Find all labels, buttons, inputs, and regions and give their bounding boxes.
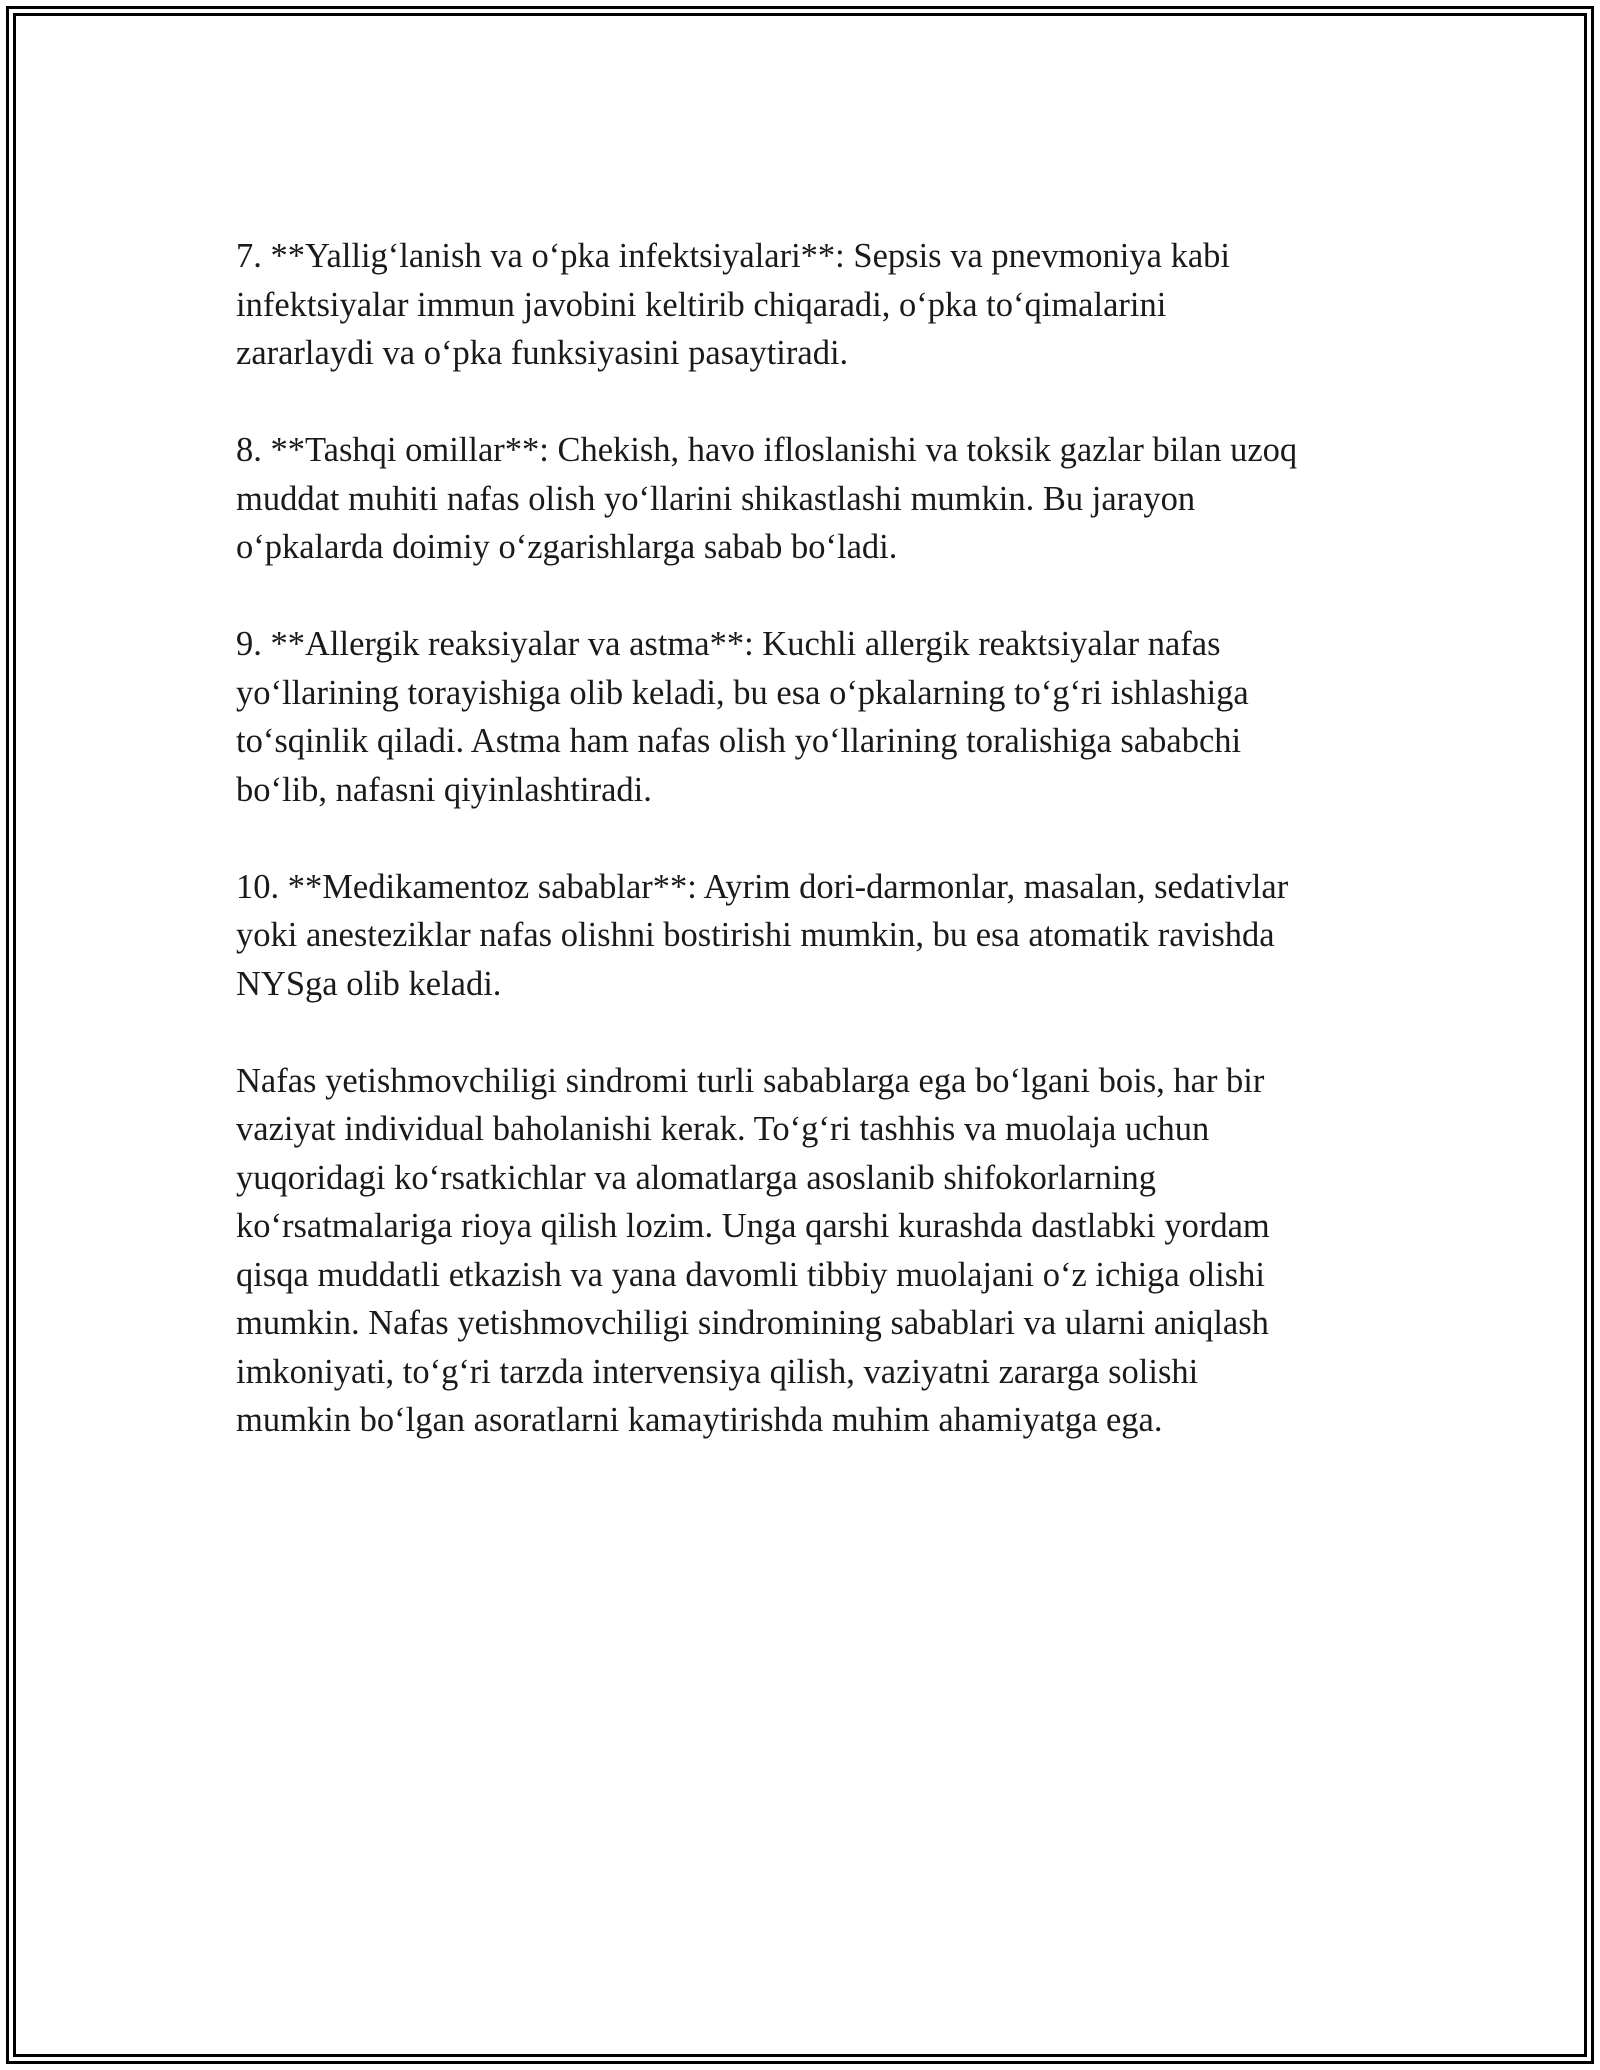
text-line: mumkin. Nafas yetishmovchiligi sindromining sabablari va ularni aniqlash [236, 1304, 1269, 1342]
text-line: o‘pkalarda doimiy o‘zgarishlarga sabab bo‘ladi. [236, 528, 898, 566]
text-line: bo‘lib, nafasni qiyinlashtiradi. [236, 770, 652, 809]
text-line: qisqa muddatli etkazish va yana davomli tibbiy muolajani o‘z ichiga olishi [236, 1255, 1266, 1294]
text-line: 7. **Yallig‘lanish va o‘pka infektsiyalari**: Sepsis va pnevmoniya kabi [236, 237, 1230, 275]
text-line: infektsiyalar immun javobini keltirib chiqaradi, o‘pka to‘qimalarini [236, 285, 1167, 324]
text-line: to‘sqinlik qiladi. Astma ham nafas olish yo‘llarining toralishiga sababchi [236, 722, 1242, 760]
text-line: zararlaydi va o‘pka funksiyasini pasaytiradi. [236, 334, 849, 372]
text-line: 10. **Medikamentoz sabablar**: Ayrim dori-darmonlar, masalan, sedativlar [236, 867, 1289, 906]
text-line: mumkin bo‘lgan asoratlarni kamaytirishda muhim ahamiyatga ega. [236, 1401, 1163, 1439]
text-line: ko‘rsatmalariga rioya qilish lozim. Unga qarshi kurashda dastlabki yordam [236, 1207, 1270, 1245]
paragraph-item-10 [236, 863, 1376, 1009]
text-line: NYSga olib keladi. [236, 964, 502, 1003]
text-line: 9. **Allergik reaksiyalar va astma**: Kuchli allergik reaktsiyalar nafas [236, 625, 1221, 663]
text-line: vaziyat individual baholanishi kerak. To‘g‘ri tashhis va muolaja uchun [236, 1110, 1210, 1148]
text-line: yoki anesteziklar nafas olishni bostirishi mumkin, bu esa atomatik ravishda [236, 916, 1275, 954]
document-body [236, 232, 1376, 1493]
text-line: yo‘llarining torayishiga olib keladi, bu esa o‘pkalarning to‘g‘ri ishlashiga [236, 673, 1249, 712]
text-line: yuqoridagi ko‘rsatkichlar va alomatlarga asoslanib shifokorlarning [236, 1158, 1157, 1197]
paragraph-item-9 [236, 620, 1376, 814]
paragraph-conclusion [236, 1057, 1376, 1445]
text-line: 8. **Tashqi omillar**: Chekish, havo ifloslanishi va toksik gazlar bilan uzoq [236, 431, 1298, 469]
text-line: imkoniyati, to‘g‘ri tarzda intervensiya qilish, vaziyatni zararga solishi [236, 1352, 1199, 1391]
paragraph-item-7 [236, 232, 1376, 378]
paragraph-item-8 [236, 426, 1376, 572]
text-line: Nafas yetishmovchiligi sindromi turli sabablarga ega bo‘lgani bois, har bir [236, 1061, 1265, 1100]
text-line: muddat muhiti nafas olish yo‘llarini shikastlashi mumkin. Bu jarayon [236, 479, 1196, 518]
